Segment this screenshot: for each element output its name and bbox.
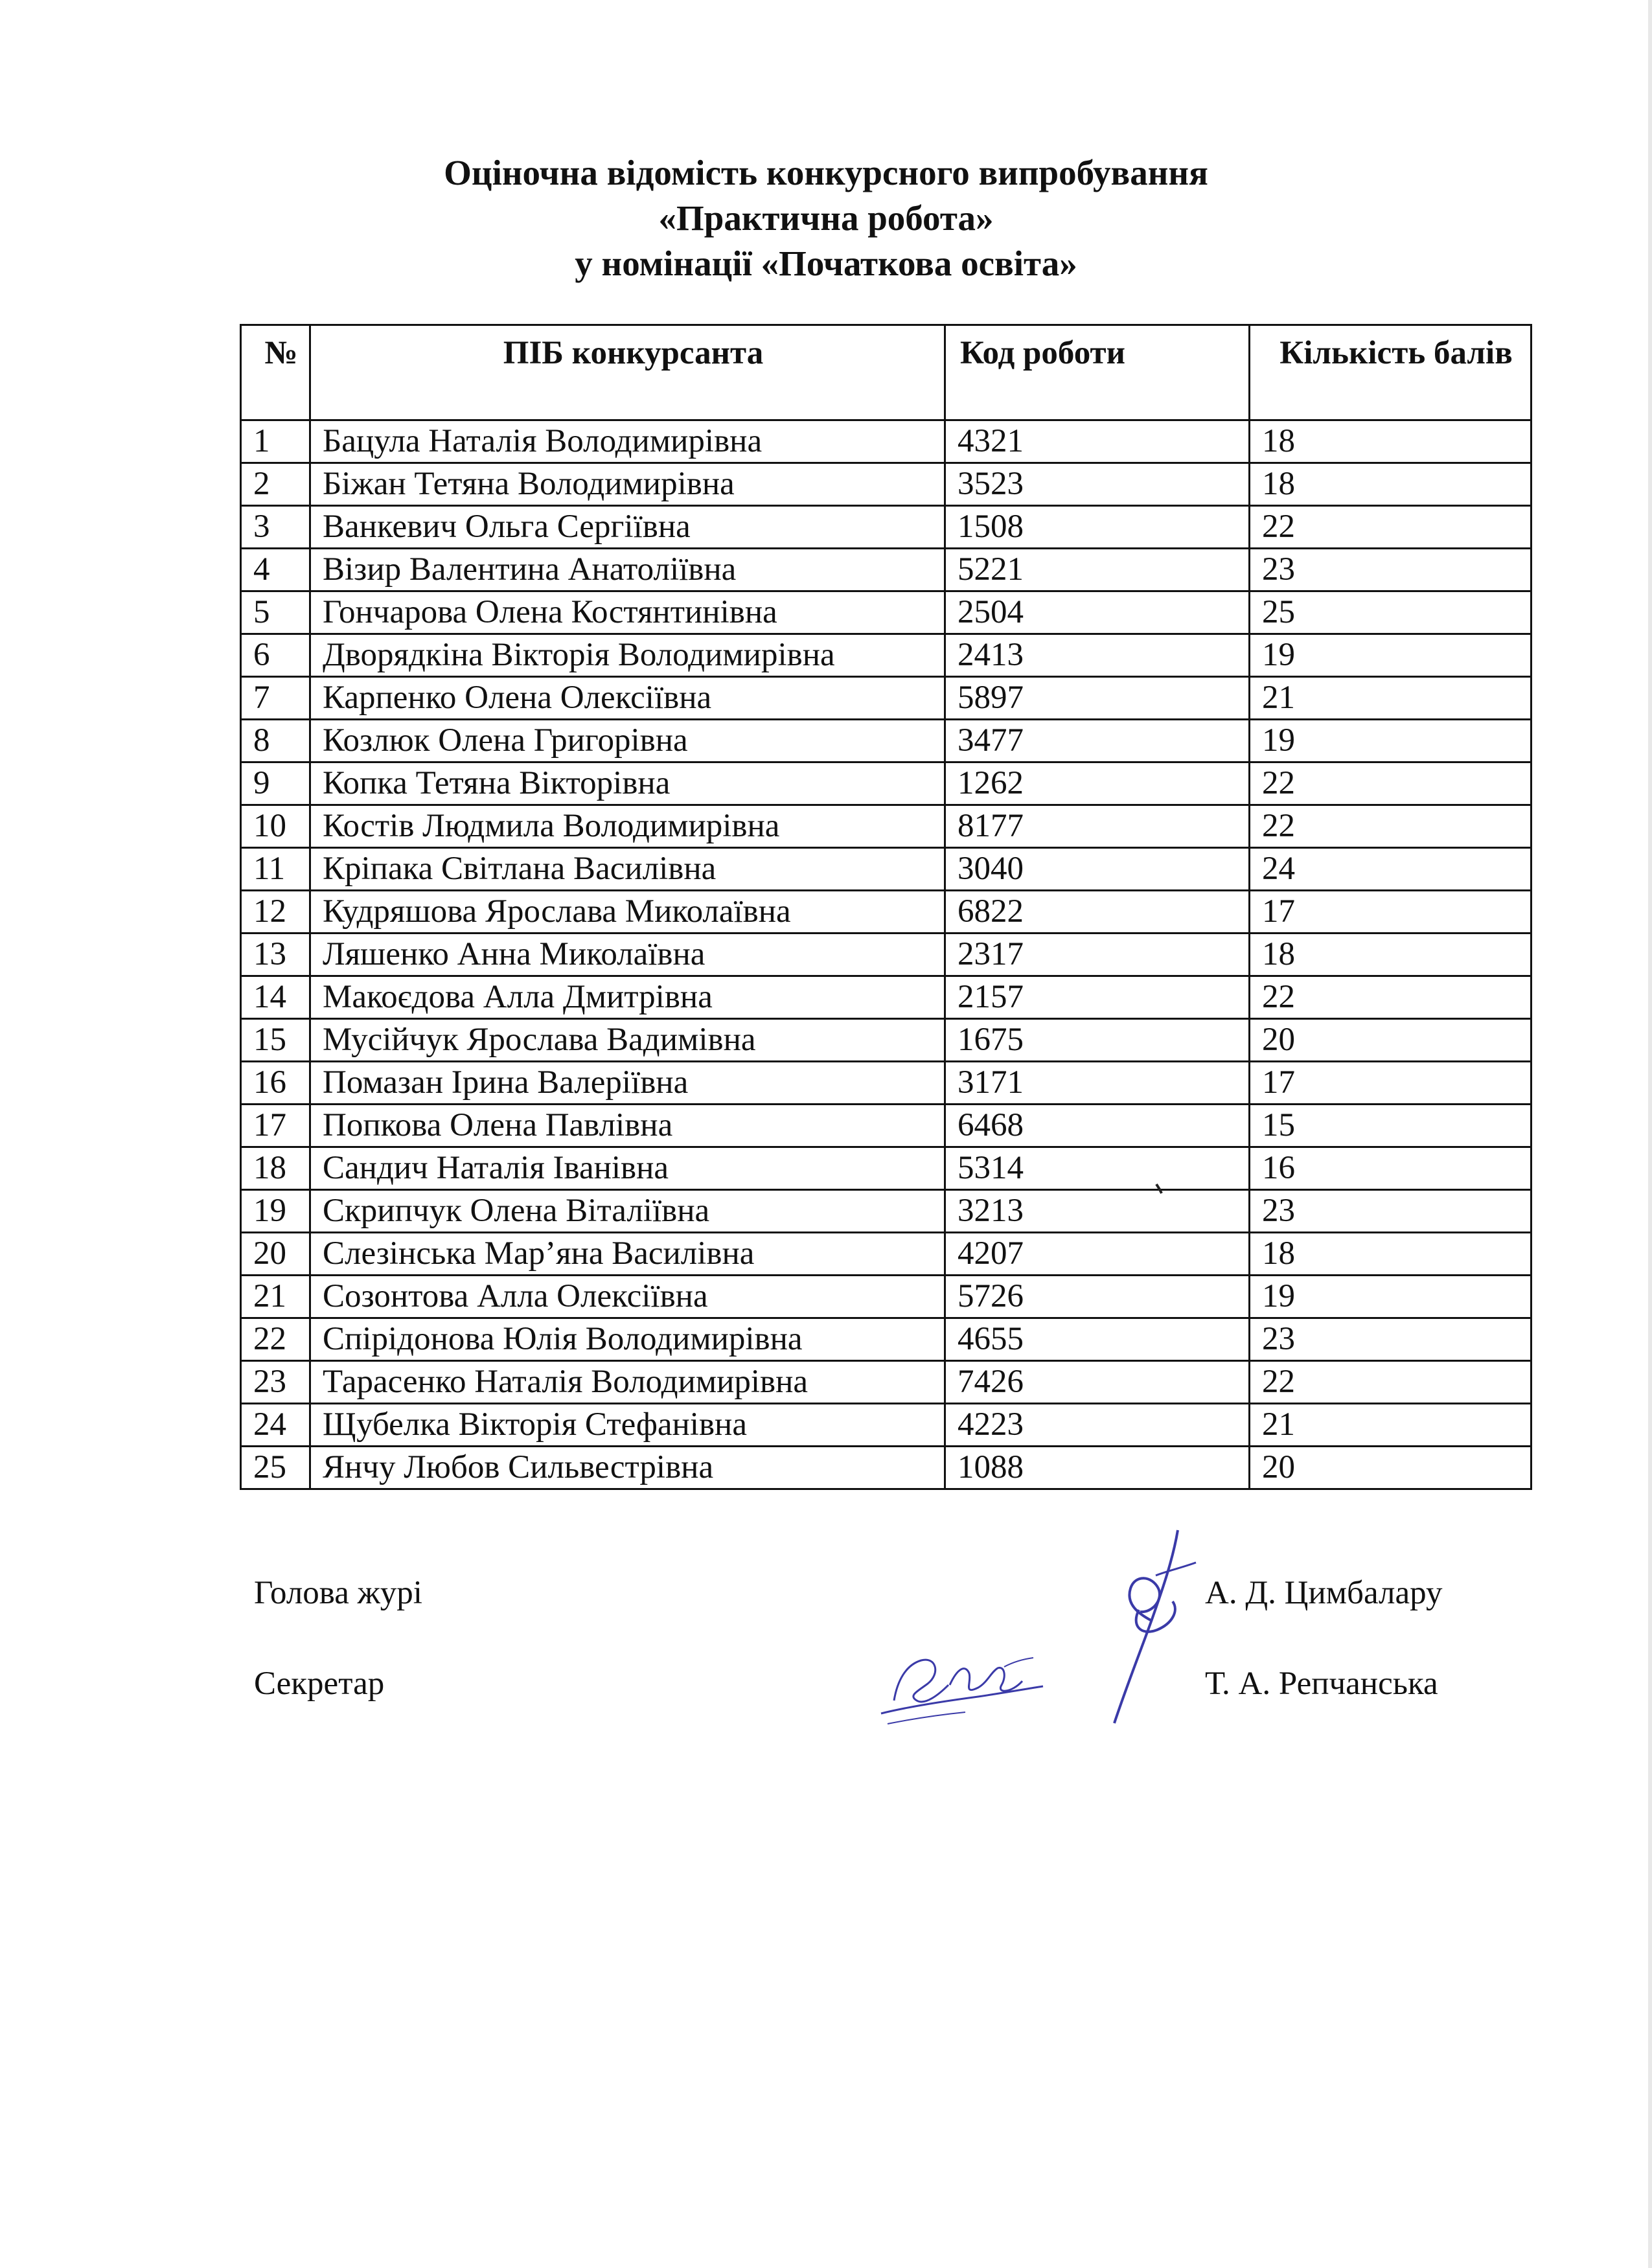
cell-name: Карпенко Олена Олексіївна <box>310 677 945 720</box>
table-row <box>241 420 1532 463</box>
chair-signature <box>1075 1516 1224 1736</box>
cell-name: Помазан Ірина Валеріївна <box>310 1062 945 1105</box>
document-title <box>0 150 1652 286</box>
table-row <box>241 934 1532 976</box>
cell-name: Сандич Наталія Іванівна <box>310 1147 945 1190</box>
cell-code: 2413 <box>945 634 1250 677</box>
cell-code: 6822 <box>945 891 1250 934</box>
cell-name: Ляшенко Анна Миколаївна <box>310 934 945 976</box>
cell-score: 19 <box>1250 1276 1532 1318</box>
cell-num: 22 <box>241 1318 310 1361</box>
cell-name: Попкова Олена Павлівна <box>310 1105 945 1147</box>
cell-num: 11 <box>241 848 310 891</box>
cell-score: 23 <box>1250 1318 1532 1361</box>
table-row <box>241 720 1532 762</box>
cell-num: 19 <box>241 1190 310 1233</box>
cell-code: 4223 <box>945 1404 1250 1447</box>
chair-role: Голова журі <box>254 1575 422 1611</box>
cell-name: Щубелка Вікторія Стефанівна <box>310 1404 945 1447</box>
cell-score: 22 <box>1250 506 1532 549</box>
cell-code: 4655 <box>945 1318 1250 1361</box>
cell-name: Мусійчук Ярослава Вадимівна <box>310 1019 945 1062</box>
title-line-3: у номінації «Початкова освіта» <box>575 244 1077 283</box>
cell-code: 8177 <box>945 805 1250 848</box>
cell-score: 23 <box>1250 549 1532 591</box>
cell-name: Слезінська Мар’яна Василівна <box>310 1233 945 1276</box>
table-row <box>241 1404 1532 1447</box>
cell-code: 1262 <box>945 762 1250 805</box>
cell-name: Копка Тетяна Вікторівна <box>310 762 945 805</box>
cell-score: 22 <box>1250 762 1532 805</box>
cell-num: 23 <box>241 1361 310 1404</box>
cell-score: 16 <box>1250 1147 1532 1190</box>
cell-name: Макоєдова Алла Дмитрівна <box>310 976 945 1019</box>
cell-name: Гончарова Олена Костянтинівна <box>310 591 945 634</box>
cell-num: 16 <box>241 1062 310 1105</box>
cell-num: 10 <box>241 805 310 848</box>
cell-name: Скрипчук Олена Віталіївна <box>310 1190 945 1233</box>
table-row <box>241 463 1532 506</box>
cell-name: Кудряшова Ярослава Миколаївна <box>310 891 945 934</box>
cell-code: 2157 <box>945 976 1250 1019</box>
cell-name: Созонтова Алла Олексіївна <box>310 1276 945 1318</box>
scan-edge <box>1648 0 1652 2268</box>
cell-code: 2317 <box>945 934 1250 976</box>
cell-score: 19 <box>1250 634 1532 677</box>
cell-num: 6 <box>241 634 310 677</box>
cell-code: 3171 <box>945 1062 1250 1105</box>
cell-score: 24 <box>1250 848 1532 891</box>
cell-code: 6468 <box>945 1105 1250 1147</box>
cell-score: 20 <box>1250 1447 1532 1489</box>
cell-score: 18 <box>1250 420 1532 463</box>
secretary-name: Т. А. Репчанська <box>1205 1666 1438 1702</box>
header-score: Кількість балів <box>1250 325 1532 420</box>
cell-name: Візир Валентина Анатоліївна <box>310 549 945 591</box>
cell-code: 3523 <box>945 463 1250 506</box>
chair-name: А. Д. Цимбалару <box>1205 1575 1443 1611</box>
table-row <box>241 1062 1532 1105</box>
cell-num: 3 <box>241 506 310 549</box>
cell-score: 17 <box>1250 891 1532 934</box>
header-num: № <box>241 325 310 420</box>
title-line-1: Оціночна відомість конкурсного випробування <box>444 153 1208 192</box>
cell-code: 3040 <box>945 848 1250 891</box>
cell-score: 21 <box>1250 677 1532 720</box>
cell-num: 4 <box>241 549 310 591</box>
cell-score: 18 <box>1250 463 1532 506</box>
cell-score: 18 <box>1250 1233 1532 1276</box>
cell-code: 4321 <box>945 420 1250 463</box>
cell-name: Дворядкіна Вікторія Володимирівна <box>310 634 945 677</box>
table-row <box>241 1190 1532 1233</box>
cell-score: 17 <box>1250 1062 1532 1105</box>
cell-code: 1675 <box>945 1019 1250 1062</box>
cell-name: Спірідонова Юлія Володимирівна <box>310 1318 945 1361</box>
cell-score: 22 <box>1250 976 1532 1019</box>
table-row <box>241 1233 1532 1276</box>
cell-code: 5726 <box>945 1276 1250 1318</box>
cell-name: Біжан Тетяна Володимирівна <box>310 463 945 506</box>
table-body <box>241 420 1532 1489</box>
cell-name: Тарасенко Наталія Володимирівна <box>310 1361 945 1404</box>
cell-num: 9 <box>241 762 310 805</box>
table-row <box>241 506 1532 549</box>
cell-code: 5897 <box>945 677 1250 720</box>
table-row <box>241 762 1532 805</box>
secretary-role: Секретар <box>254 1666 385 1702</box>
cell-num: 8 <box>241 720 310 762</box>
cell-score: 15 <box>1250 1105 1532 1147</box>
table-row <box>241 549 1532 591</box>
cell-code: 2504 <box>945 591 1250 634</box>
cell-num: 13 <box>241 934 310 976</box>
cell-score: 19 <box>1250 720 1532 762</box>
table-row <box>241 1019 1532 1062</box>
cell-code: 3213 <box>945 1190 1250 1233</box>
table-row <box>241 634 1532 677</box>
cell-name: Костів Людмила Володимирівна <box>310 805 945 848</box>
cell-num: 5 <box>241 591 310 634</box>
results-table <box>240 324 1532 1490</box>
cell-score: 18 <box>1250 934 1532 976</box>
table-row <box>241 1318 1532 1361</box>
cell-num: 2 <box>241 463 310 506</box>
table-row <box>241 1147 1532 1190</box>
cell-name: Козлюк Олена Григорівна <box>310 720 945 762</box>
table-row <box>241 1447 1532 1489</box>
cell-num: 20 <box>241 1233 310 1276</box>
cell-num: 21 <box>241 1276 310 1318</box>
header-name: ПІБ конкурсанта <box>310 325 945 420</box>
secretary-signature <box>868 1642 1056 1733</box>
table-row <box>241 1105 1532 1147</box>
cell-score: 20 <box>1250 1019 1532 1062</box>
table-row <box>241 1361 1532 1404</box>
cell-code: 1088 <box>945 1447 1250 1489</box>
table-header-row <box>241 325 1532 420</box>
cell-name: Ванкевич Ольга Сергіївна <box>310 506 945 549</box>
cell-num: 14 <box>241 976 310 1019</box>
cell-score: 21 <box>1250 1404 1532 1447</box>
cell-name: Бацула Наталія Володимирівна <box>310 420 945 463</box>
header-code: Код роботи <box>945 325 1250 420</box>
table-row <box>241 1276 1532 1318</box>
cell-code: 3477 <box>945 720 1250 762</box>
cell-code: 7426 <box>945 1361 1250 1404</box>
cell-num: 7 <box>241 677 310 720</box>
cell-code: 5314 <box>945 1147 1250 1190</box>
cell-name: Кріпака Світлана Василівна <box>310 848 945 891</box>
table-row <box>241 677 1532 720</box>
cell-num: 12 <box>241 891 310 934</box>
cell-score: 22 <box>1250 1361 1532 1404</box>
table-row <box>241 591 1532 634</box>
title-line-2: «Практична робота» <box>658 198 994 238</box>
table-row <box>241 848 1532 891</box>
ink-speck <box>1154 1183 1164 1195</box>
cell-num: 25 <box>241 1447 310 1489</box>
cell-num: 1 <box>241 420 310 463</box>
cell-score: 23 <box>1250 1190 1532 1233</box>
table-row <box>241 891 1532 934</box>
cell-name: Янчу Любов Сильвестрівна <box>310 1447 945 1489</box>
cell-num: 17 <box>241 1105 310 1147</box>
table-row <box>241 976 1532 1019</box>
table-row <box>241 805 1532 848</box>
cell-score: 25 <box>1250 591 1532 634</box>
cell-score: 22 <box>1250 805 1532 848</box>
cell-code: 1508 <box>945 506 1250 549</box>
cell-code: 5221 <box>945 549 1250 591</box>
cell-num: 24 <box>241 1404 310 1447</box>
cell-num: 18 <box>241 1147 310 1190</box>
cell-num: 15 <box>241 1019 310 1062</box>
cell-code: 4207 <box>945 1233 1250 1276</box>
